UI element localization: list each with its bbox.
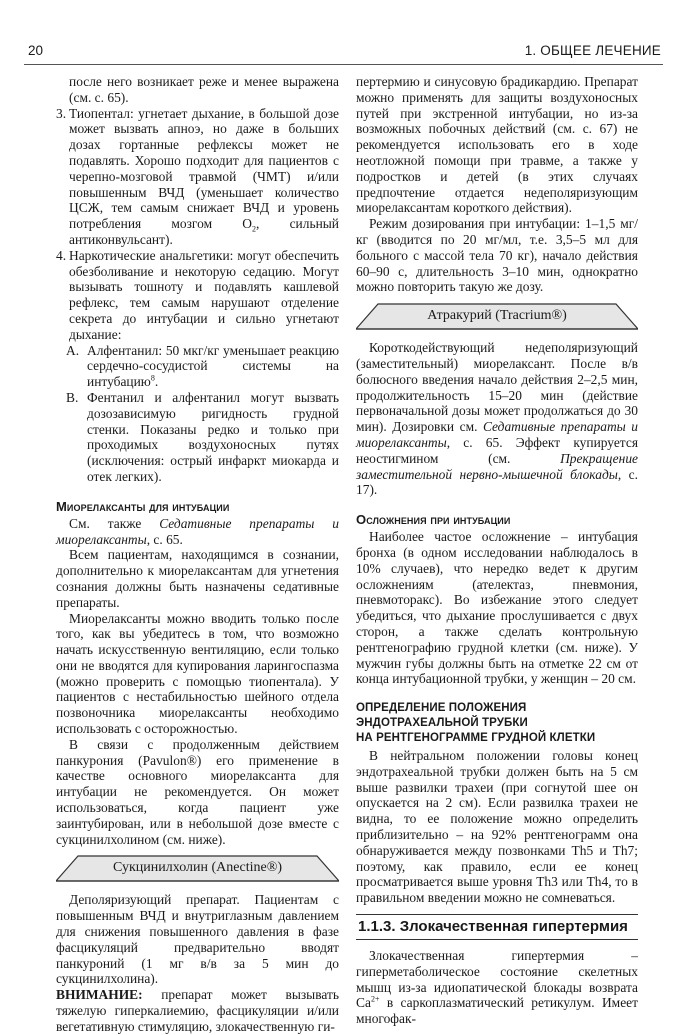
list-item-3	[56, 106, 339, 248]
see-also-suffix: , с. 65.	[146, 531, 183, 547]
section-title: 1.1.3. Злокачественная гипертермия	[356, 914, 638, 940]
text-run: Злокачественная гипертермия – гиперметаболическое состояние скелетных мышц из-за идиопатической блокады возврата Ca	[356, 948, 638, 1011]
left-column	[56, 74, 339, 1035]
paragraph	[356, 948, 638, 1027]
warning-text: препарат может вызывать тяжелую гиперкалиемию, фасцикуляции и/или вегетативную стимуляцию, злокачественную ги-	[56, 987, 339, 1034]
text-run: , с. 65. Эффект купируется неостигмином (см.	[356, 434, 638, 466]
heading-complications: Осложнения при интубации	[356, 512, 511, 528]
see-also-prefix: См. также	[69, 515, 160, 531]
heading-line: ЭНДОТРАХЕАЛЬНОЙ ТРУБКИ	[356, 717, 528, 730]
drug-box-succinylcholine	[56, 855, 339, 882]
page-number: 20	[28, 43, 44, 58]
right-column	[356, 74, 638, 1027]
paragraph: пертермию и синусовую брадикардию. Препарат можно применять для защиты воздухоносных путей при экстренной интубации, но из-за возможных побочных действий (см. с. 67) не рекомендуется использовать его в ходе неотложной помощи при травме, а также у подростков и детей (в этих случаях предпочтение отдается недеполяризующим миорелаксантам короткого действия).	[356, 74, 638, 216]
drug-box-atracurium	[356, 303, 638, 330]
intro-continuation: после него возникает реже и менее выражена (см. с. 65).	[69, 74, 339, 105]
drug-box-label: Сукцинилхолин (Anectine®)	[113, 860, 282, 876]
heading-line: НА РЕНТГЕНОГРАММЕ ГРУДНОЙ КЛЕТКИ	[356, 732, 596, 745]
list-text: Наркотические анальгетики: могут обеспечить обезболивание и некоторую седацию. Могут вызывать тошноту и подавлять кашлевой рефлекс, тем самым нарушают отделение секрета до интубации и сильно угнетают дыхание:	[69, 247, 339, 342]
italic-ref: Седативные препараты и миорелаксанты	[356, 419, 638, 450]
sub-item-b	[56, 390, 339, 485]
chapter-title: 1. ОБЩЕЕ ЛЕЧЕНИЕ	[524, 43, 661, 58]
list-text: Тиопентал: угнетает дыхание, в большой дозе может вызвать апноэ, но даже в больших дозах гортанные рефлексы может не подавлять. Хорошо подходит для пациентов с черепно-мозговой травмой (ЧМТ) и/или повышенным ВЧД (уменьшает количество ЦСЖ, тем самым снижает ВЧД и уровень потребления мозгом O	[69, 105, 339, 232]
list-item-4	[56, 248, 339, 343]
text-run: в саркоплазматический ретикулум. Имеет многофак-	[356, 995, 638, 1027]
paragraph: Деполяризующий препарат. Пациентам с повышенным ВЧД и внутриглазным давлением для снижения повышенного давления в фазе фасцикуляций предварительно вводят панкуроний (1 мг в/в за 5 мин до сукцинилхолина).	[56, 892, 339, 987]
list-text-end: , сильный антиконвульсант).	[69, 216, 339, 247]
paragraph: В связи с продолженным действием панкурония (Pavulon®) его применение в качестве основного миорелаксанта для интубации не рекомендуется. Он может использоваться, когда пациент уже заинтубирован, или в небольшой дозе вместе с сукцинилхолином (см. ниже).	[56, 736, 339, 847]
paragraph	[356, 340, 638, 498]
sub-item-a	[56, 343, 339, 390]
sub-letter: А.	[66, 342, 80, 358]
sub-text-end: .	[154, 374, 159, 390]
see-also	[56, 516, 339, 548]
footnote-ref: 8	[150, 373, 155, 383]
running-header	[24, 40, 663, 65]
see-also-link-text: Седативные препараты и миорелаксанты	[56, 515, 339, 547]
heading-tube-position	[356, 701, 638, 746]
sub-text: Фентанил и алфентанил могут вызвать дозозависимую ригидность грудной стенки. Показаны редко и только при проходимых воздухоносных путях (исключения: острый инфаркт миокарда и отек легких).	[87, 389, 339, 484]
subscript: 2	[252, 224, 257, 234]
paragraph: Всем пациентам, находящимся в сознании, дополнительно к миорелаксантам для угнетения сознания должны быть назначены седативные препараты.	[56, 547, 339, 610]
superscript: 2+	[370, 994, 380, 1004]
paragraph: Режим дозирования при интубации: 1–1,5 мг/кг (вводится по 20 мг/мл, т.е. 3,5–5 мл для больного с массой тела 70 кг), начало действия 60–90 с, длительность 3–10 мин, однократно можно повторить такую же дозу.	[356, 216, 638, 295]
heading-line: ОПРЕДЕЛЕНИЕ ПОЛОЖЕНИЯ	[356, 702, 527, 715]
sub-letter: В.	[66, 389, 79, 405]
text-run: Короткодействующий недеполяризующий (заместительный) миорелаксант. После в/в болюсного введения начало действия 2–2,5 мин, продолжительность 15–20 мин (действие первоначальной дозы может продолжаться до 30 мин). Дозировки см.	[356, 340, 638, 435]
italic-ref: Прекращение заместительной нервно-мышечной блокады	[356, 450, 638, 482]
list-number: 4.	[56, 247, 67, 263]
paragraph: Наиболее частое осложнение – интубация бронха (в одном исследовании наблюдалось в 10% случаев), что нередко ведет к другим осложнениям (ателектаз, пневмония, пневмоторакс). Во избежание этого следует убедиться, что дыхание прослушивается с двух сторон, а также сделать контрольную рентгенографию грудной клетки (см. ниже). У мужчин губы должны быть на отметке 22 см от конца интубационной трубки, у женщин – 20 см.	[356, 529, 638, 687]
paragraph: В нейтральном положении головы конец эндотрахеальной трубки должен быть на 5 см выше развилки трахеи (при согнутой шее он опускается на 2 см). Если развилка трахеи не видна, то ее положение можно определить приблизительно – на 92% рентгенограмм она обнаруживается между позвонками Th5 и Th7; поэтому, как правило, если ее конец просматривается выше уровня Th3 или Th4, то в правильном введении можно не сомневаться.	[356, 748, 638, 906]
heading-muscle-relaxants: Миорелаксанты для интубации	[56, 498, 230, 514]
sub-text: Алфентанил: 50 мкг/кг уменьшает реакцию сердечно-сосудистой системы на интубацию	[87, 342, 339, 390]
list-number: 3.	[56, 105, 67, 121]
warning	[56, 987, 339, 1034]
warning-label: ВНИМАНИЕ:	[56, 987, 143, 1003]
text-run: , с. 17).	[356, 466, 638, 498]
paragraph: Миорелаксанты можно вводить только после того, как вы убедитесь в том, что возможно начать искусственную вентиляцию, если только они не вводятся для купирования ларингоспазма (можно проверить с помощью тиопентала). У пациентов с нестабильностью шейного отдела позвоночника миорелаксанты необходимо использовать с осторожностью.	[56, 610, 339, 737]
drug-box-label: Атракурий (Tracrium®)	[427, 308, 567, 324]
